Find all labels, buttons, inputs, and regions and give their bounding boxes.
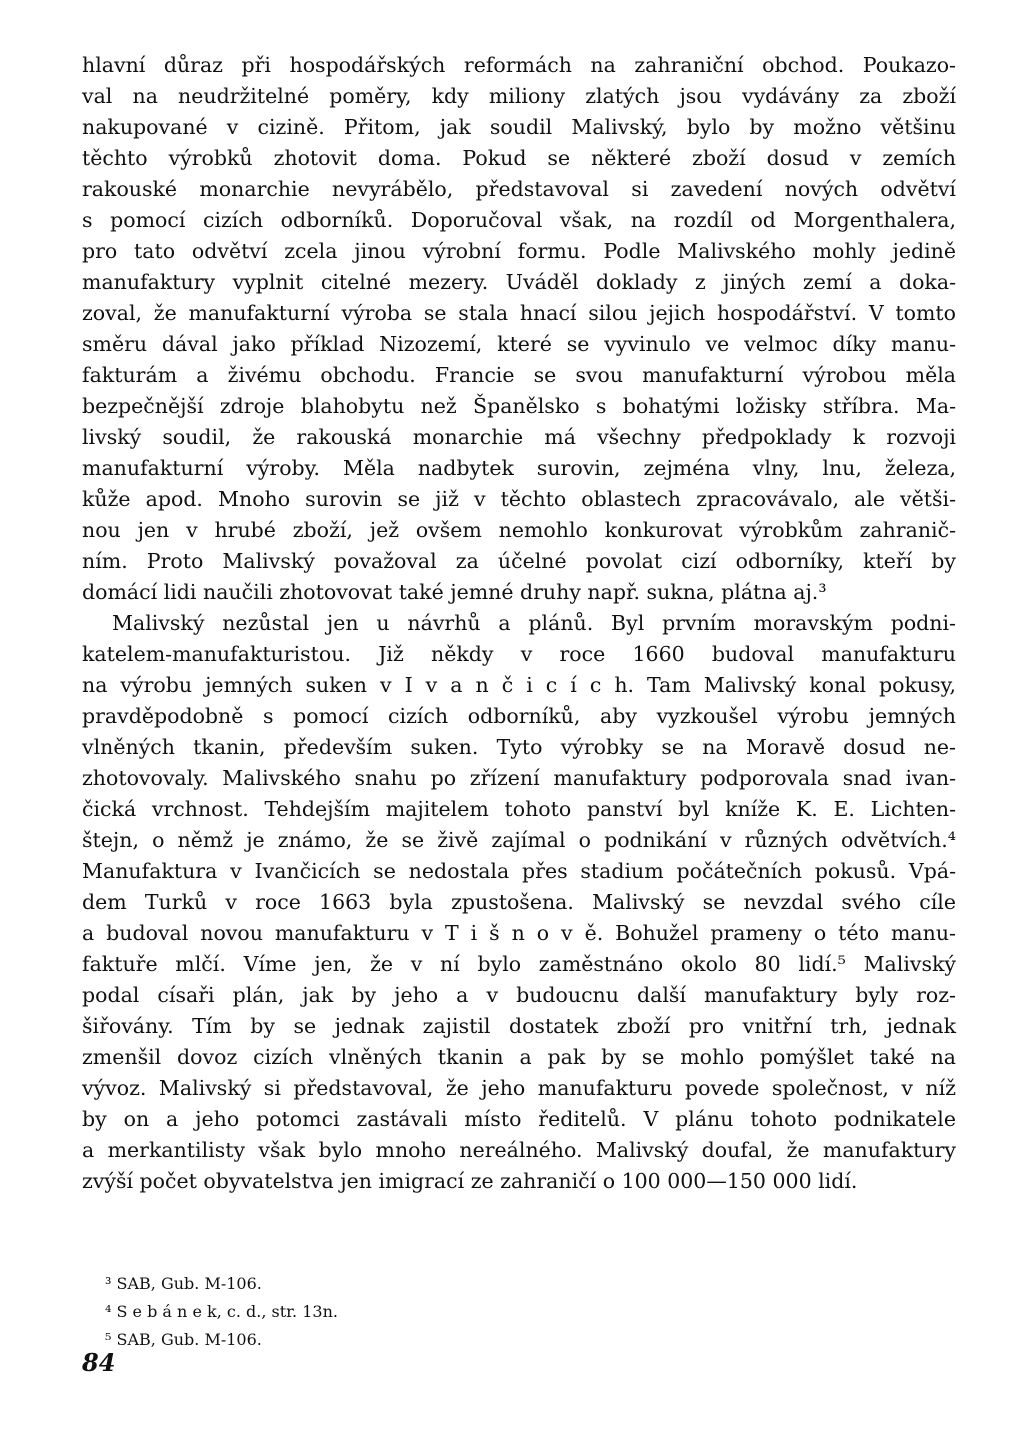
text-line: fakturám a živému obchodu. Francie se svou manufakturní výrobou měla <box>82 363 956 387</box>
text-line: a merkantilisty však bylo mnoho nereálného. Malivský doufal, že manufaktury <box>82 1138 956 1162</box>
text-line: kůže apod. Mnoho surovin se již v těchto oblastech zpracovávalo, ale větši- <box>82 487 956 511</box>
text-line: manufaktury vyplnit citelné mezery. Uváděl doklady z jiných zemí a doka- <box>82 270 956 294</box>
text-line: čická vrchnost. Tehdejším majitelem tohoto panství byl kníže K. E. Lichten- <box>82 797 956 821</box>
text-line: šiřovány. Tím by se jednak zajistil dostatek zboží pro vnitřní trh, jednak <box>82 1014 956 1038</box>
text-line: hlavní důraz při hospodářských reformách na zahraniční obchod. Poukazo- <box>82 53 956 77</box>
text-line: směru dával jako příklad Nizozemí, které se vyvinulo ve velmoc díky manu- <box>82 332 956 356</box>
footnote-3: ³ SAB, Gub. M-106. <box>105 1274 262 1293</box>
text-line: těchto výrobků zhotovit doma. Pokud se některé zboží dosud v zemích <box>82 146 956 170</box>
text-line: na výrobu jemných suken v I v a n č i c í c h. Tam Malivský konal pokusy, <box>82 673 956 697</box>
footnote-5: ⁵ SAB, Gub. M-106. <box>105 1330 262 1349</box>
text-line: zvýší počet obyvatelstva jen imigrací ze zahraničí o 100 000—150 000 lidí. <box>82 1169 858 1193</box>
text-line: podal císaři plán, jak by jeho a v budoucnu další manufaktury byly roz- <box>82 983 956 1007</box>
page-number: 84 <box>82 1348 116 1377</box>
text-line: by on a jeho potomci zastávali místo ředitelů. V plánu tohoto podnikatele <box>82 1107 956 1131</box>
paragraph-1 <box>82 50 956 608</box>
text-line: rakouské monarchie nevyrábělo, představoval si zavedení nových odvětví <box>82 177 956 201</box>
text-line: štejn, o němž je známo, že se živě zajímal o podnikání v různých odvětvích.⁴ <box>82 828 956 852</box>
footnote-4: ⁴ S e b á n e k, c. d., str. 13n. <box>105 1302 338 1321</box>
text-line: bezpečnější zdroje blahobytu než Španělsko s bohatými ložisky stříbra. Ma- <box>82 394 956 418</box>
text-line: vývoz. Malivský si představoval, že jeho manufakturu povede společnost, v níž <box>82 1076 956 1100</box>
text-line: zhotovovaly. Malivského snahu po zřízení manufaktury podporovala snad ivan- <box>82 766 956 790</box>
footnotes <box>105 1270 705 1354</box>
text-line: nakupované v cizině. Přitom, jak soudil Malivský, bylo by možno většinu <box>82 115 956 139</box>
text-line: Manufaktura v Ivančicích se nedostala přes stadium počátečních pokusů. Vpá- <box>82 859 956 883</box>
text-line: nou jen v hrubé zboží, jež ovšem nemohlo konkurovat výrobkům zahranič- <box>82 518 956 542</box>
text-line: zoval, že manufakturní výroba se stala hnací silou jejich hospodářství. V tomto <box>82 301 956 325</box>
text-line: zmenšil dovoz cizích vlněných tkanin a pak by se mohlo pomýšlet také na <box>82 1045 956 1069</box>
main-text <box>82 50 956 1197</box>
text-line: pro tato odvětví zcela jinou výrobní formu. Podle Malivského mohly jedině <box>82 239 956 263</box>
text-line: vlněných tkanin, především suken. Tyto výrobky se na Moravě dosud ne- <box>82 735 956 759</box>
text-line: pravděpodobně s pomocí cizích odborníků, aby vyzkoušel výrobu jemných <box>82 704 956 728</box>
text-line: ním. Proto Malivský považoval za účelné povolat cizí odborníky, kteří by <box>82 549 956 573</box>
text-line: livský soudil, že rakouská monarchie má všechny předpoklady k rozvoji <box>82 425 956 449</box>
paragraph-2 <box>82 608 956 1197</box>
text-line: dem Turků v roce 1663 byla zpustošena. Malivský se nevzdal svého cíle <box>82 890 956 914</box>
text-line: val na neudržitelné poměry, kdy miliony zlatých jsou vydávány za zboží <box>82 84 956 108</box>
text-line: s pomocí cizích odborníků. Doporučoval však, na rozdíl od Morgenthalera, <box>82 208 956 232</box>
text-line: domácí lidi naučili zhotovovat také jemné druhy např. sukna, plátna aj.³ <box>82 580 827 604</box>
text-line: katelem-manufakturistou. Již někdy v roce 1660 budoval manufakturu <box>82 642 956 666</box>
text-line: a budoval novou manufakturu v T i š n o v ě. Bohužel prameny o této manu- <box>82 921 956 945</box>
text-line: Malivský nezůstal jen u návrhů a plánů. Byl prvním moravským podni- <box>112 611 956 635</box>
text-line: manufakturní výroby. Měla nadbytek surovin, zejména vlny, lnu, železa, <box>82 456 956 480</box>
text-line: faktuře mlčí. Víme jen, že v ní bylo zaměstnáno okolo 80 lidí.⁵ Malivský <box>82 952 956 976</box>
